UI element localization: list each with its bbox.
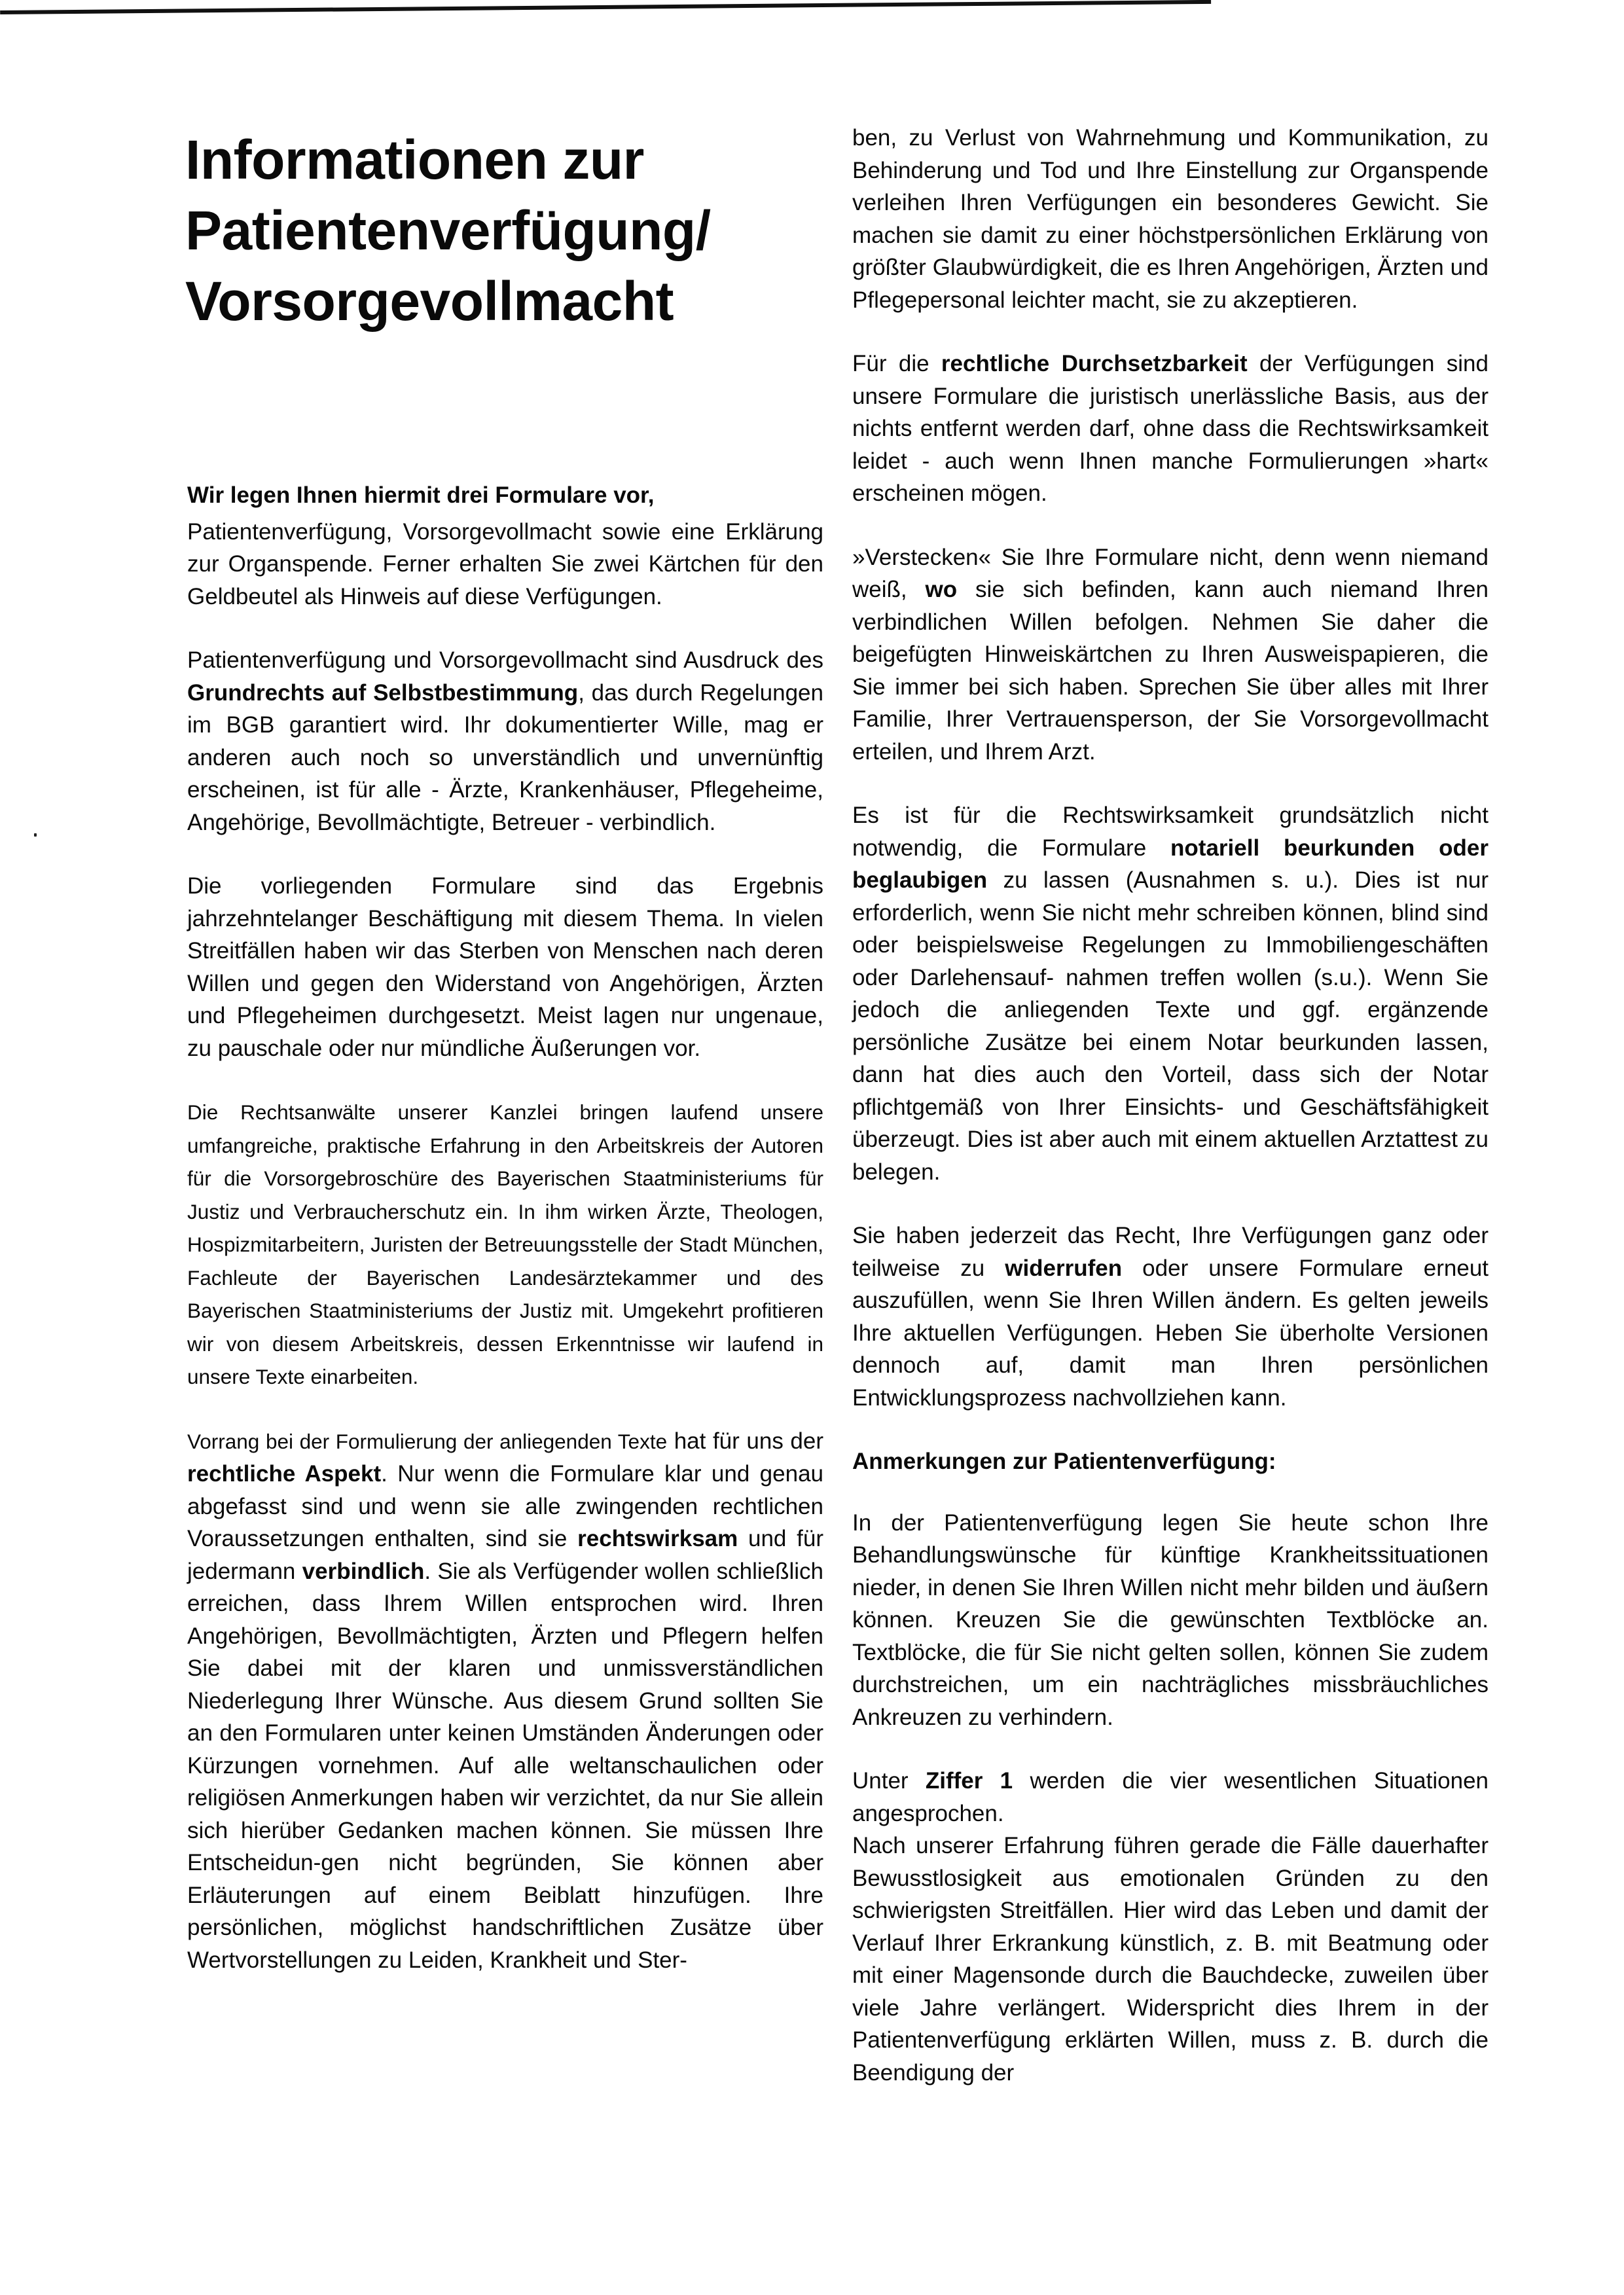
text-run: und für jedermann [187, 1526, 823, 1584]
text-run: oder unsere Formulare erneut auszufüllen, wenn Sie Ihren Willen ändern. Es gelten jeweils Ihre aktuellen Verfügungen. Heben Sie überholte Versionen dennoch auf, damit man Ihren persönlichen Entwicklungsprozess nachvollziehen kann. [852, 1255, 1489, 1411]
paragraph-treatment-wishes: In der Patientenverfügung legen Sie heute schon Ihre Behandlungswünsche für künftige Krankheitssituationen nieder, in denen Sie Ihren Willen nicht mehr bilden und äußern können. Kreuzen Sie die gewünschten Textblöcke an. Textblöcke, die für Sie nicht gelten sollen, können Sie zudem durchstreichen, um ein nachträgliches missbräuchliches Ankreuzen zu verhindern. [852, 1509, 1489, 1730]
scan-edge-line [0, 0, 1211, 14]
emphasis-widerrufen: widerrufen [1005, 1255, 1123, 1281]
paragraph-working-group [187, 1096, 823, 1394]
emphasis-rechtswirksam: rechtswirksam [577, 1526, 738, 1551]
text-run: der Verfügungen sind unsere Formulare die juristisch unerlässliche Basis, aus der nichts entfernt werden darf, ohne dass die Rechtswirksamkeit leidet - auch wenn Ihnen manche Formulierungen »hart« erscheinen mögen. [852, 351, 1489, 506]
text-run: . Sie als Verfügender wollen schließlich erreichen, dass Ihrem Willen entsprochen wird. Ihren Angehörigen, Bevollmächtigten, Ärzten und Pflegern helfen Sie dabei mit der klaren und unmissverständlichen Niederlegung Ihrer Wünsche. Aus diesem Grund sollten Sie an den Formularen unter keinen Umständen Änderungen oder Kürzungen vornehmen. Auf alle weltanschaulichen oder religiösen Anmerkungen haben wir verzichtet, da nur Sie allein sich hierüber Gedanken machen können. Sie müssen Ihre Entscheidun-gen nicht begründen, Sie können aber Erläuterungen auf einem Beiblatt hinzufügen. Ihre persönlichen, möglichst handschriftlichen Zusätze über Wertvorstellungen zu Leiden, Krankheit und Ster- [187, 1558, 823, 1973]
text-run: . Nur wenn die Formulare klar und genau abgefasst sind und wenn sie alle zwingenden rechtlichen Voraussetzungen enthalten, sind sie [187, 1461, 824, 1551]
intro-heading: Wir legen Ihnen hiermit drei Formulare vor, [187, 482, 655, 508]
paragraph-forms-overview: Patientenverfügung, Vorsorgevollmacht sowie eine Erklärung zur Organspende. Ferner erhalten Sie zwei Kärtchen für den Geldbeutel als Hinweis auf diese Verfügungen. [187, 518, 823, 609]
text-run: zu lassen (Ausnahmen s. u.). Dies ist nur erforderlich, wenn Sie nicht mehr schreiben können, blind sind oder beispielsweise Regelungen zu Immobiliengeschäften oder Darlehensauf- nahmen treffen wollen (s.u.). Wenn Sie jedoch die anliegenden Texte und ggf. ergänzende persönliche Zusätze bei einem Notar beurkunden lassen, dann hat dies auch den Vorteil, dass sich der Notar pflichtgemäß von Ihrer Einsichts- und Geschäftsfähigkeit überzeugt. Dies ist aber auch mit einem aktuellen Arztattest zu belegen. [852, 867, 1489, 1185]
paragraph-experience: Die vorliegenden Formulare sind das Ergebnis jahrzehntelanger Beschäftigung mit diesem Thema. In vielen Streitfällen haben wir das Sterben von Menschen nach deren Willen und gegen den Widerstand von Angehörigen, Ärzten und Pflegeheimen durchgesetzt. Meist lagen nur ungenaue, zu pauschale oder nur mündliche Äußerungen vor. [187, 873, 823, 1061]
left-column [187, 479, 823, 1976]
paragraph-notary [852, 799, 1489, 1188]
text-run: Sie haben jederzeit das Recht, Ihre Verfügungen ganz oder teilweise zu [852, 1223, 1489, 1281]
emphasis-grundrecht: Grundrechts auf Selbstbestimmung [187, 679, 579, 706]
paragraph-ziffer-1 [852, 1765, 1489, 1830]
text-run: Es ist für die Rechtswirksamkeit grundsätzlich nicht notwendig, die Formulare [852, 803, 1489, 861]
paragraph-self-determination [187, 644, 823, 839]
text-run: werden die vier wesentlichen Situationen angesprochen. [852, 1768, 1489, 1826]
emphasis-rechtliche-aspekt: rechtliche Aspekt [187, 1461, 382, 1487]
emphasis-verbindlich: verbindlich [302, 1558, 425, 1584]
text-run: , das durch Regelungen im BGB garantiert wird. Ihr dokumentierter Wille, mag er anderen auch noch so unverständlich und unvernünftig erscheinen, ist für alle - Ärzte, Krankenhäuser, Pflegeheime, Angehörige, Bevollmächtigte, Betreuer - verbindlich. [187, 679, 823, 835]
text-run: Patientenverfügung und Vorsorgevollmacht sind Ausdruck des [187, 647, 823, 673]
paragraph-legal-aspect [187, 1425, 823, 1977]
text-run: »Verstecken« Sie Ihre Formulare nicht, denn wenn niemand weiß, [852, 544, 1489, 602]
paragraph-revoke [852, 1220, 1489, 1414]
scan-speck [34, 833, 37, 837]
text-run: hat für uns der [667, 1428, 823, 1454]
text-run: Vorrang bei der Formulierung der anliegenden Texte [187, 1429, 668, 1453]
text-run: Die Rechtsanwälte unserer Kanzlei bringen laufend unsere umfangreiche, praktische Erfahrung in den Arbeitskreis der Autoren für die Vorsorgebroschüre des Bayerischen Staatministeriums für Justiz und Verbraucherschutz ein. In ihm wirken Ärzte, Theologen, Hospizmitarbeitern, Juristen der Betreuungsstelle der Stadt München, Fachleute der Bayerischen Landesärztekammer und des Bayerischen Staatministeriums der Justiz mit. Umgekehrt profitieren wir von diesem Arbeitskreis, dessen Erkenntnisse wir laufend in unsere Texte einarbeiten. [187, 1100, 823, 1388]
emphasis-durchsetzbarkeit: rechtliche Durchsetzbarkeit [941, 351, 1248, 376]
text-run: Für die [852, 351, 941, 376]
text-run: sie sich befinden, kann auch niemand Ihren verbindlichen Willen befolgen. Nehmen Sie daher die beigefügten Hinweiskärtchen zu Ihren Ausweispapieren, die Sie immer bei sich haben. Sprechen Sie über alles mit Ihrer Familie, Ihrer Vertrauensperson, der Sie Vorsorgevollmacht erteilen, und Ihrem Arzt. [852, 577, 1489, 765]
paragraph-hide [852, 541, 1489, 768]
emphasis-ziffer-1: Ziffer 1 [925, 1768, 1013, 1794]
right-column [852, 122, 1489, 2089]
emphasis-notariell: notariell beurkunden oder beglaubigen [852, 835, 1489, 893]
paragraph-unconsciousness: Nach unserer Erfahrung führen gerade die Fälle dauerhafter Bewusstlosigkeit aus emotionalen Gründen zu den schwierigsten Streitfällen. Hier wird das Leben und damit der Verlauf Ihrer Erkrankung künstlich, z. B. mit Beatmung oder mit einer Magensonde durch die Bauchdecke, zuweilen über viele Jahre verlängert. Widerspricht dies Ihrem in der Patientenverfügung erklärten Willen, muss z. B. durch die Beendigung der [852, 1833, 1489, 2086]
page-title: Informationen zur Patientenverfügung/ Vorsorgevollmacht [185, 129, 711, 332]
section-heading-patientenverfuegung: Anmerkungen zur Patientenverfügung: [852, 1449, 1276, 1474]
emphasis-wo: wo [925, 577, 958, 602]
paragraph-enforceability [852, 348, 1489, 510]
text-run: Unter [852, 1768, 926, 1794]
paragraph-continuation: ben, zu Verlust von Wahrnehmung und Kommunikation, zu Behinderung und Tod und Ihre Einstellung zur Organspende verleihen Ihren Verfügungen ein besonderes Gewicht. Sie machen sie damit zu einer höchstpersönlichen Erklärung von größter Glaubwürdigkeit, die es Ihren Angehörigen, Ärzten und Pflegepersonal leichter macht, sie zu akzeptieren. [852, 125, 1489, 313]
